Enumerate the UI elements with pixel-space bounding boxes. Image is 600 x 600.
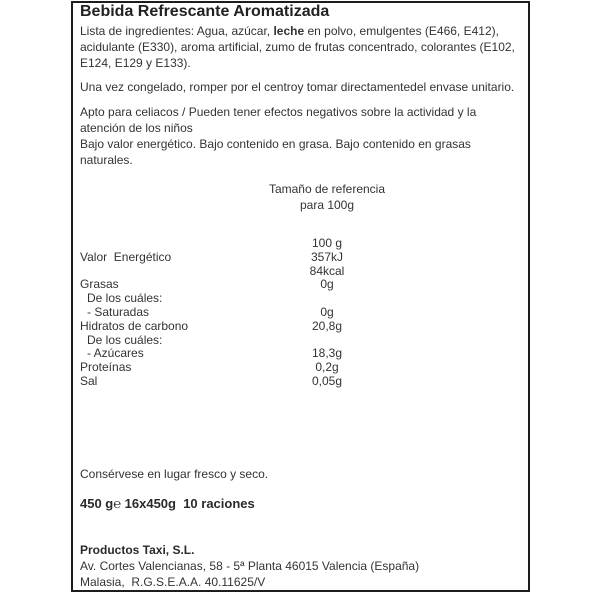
nutrient-value: 0,05g [311, 373, 343, 388]
nutrient-label: Valor Energético [80, 249, 172, 264]
net-weight-line: 450 g℮ 16x450g 10 raciones [80, 496, 255, 511]
nutrient-label: - Azúcares [87, 346, 144, 361]
product-title: Bebida Refrescante Aromatizada [80, 3, 330, 20]
nutrient-value: 0,2g [315, 360, 339, 375]
ingredients-paragraph [80, 23, 515, 71]
celiac-warning [80, 104, 476, 136]
manufacturer-name: Productos Taxi, S.L. [80, 543, 195, 557]
manufacturer-block [80, 542, 419, 590]
nutrient-value: 0g [320, 277, 334, 292]
celiac-warning-line-2: atención de los niños [80, 121, 193, 135]
nutrition-rows [80, 251, 522, 389]
nutrient-value: 84kcal [309, 263, 345, 278]
nutrition-row [80, 347, 522, 361]
manufacturer-address: Av. Cortes Valencianas, 58 - 5ª Planta 46015 Valencia (España) [80, 559, 420, 573]
nutrient-value: 20,8g [311, 318, 343, 333]
nutrition-table [80, 237, 522, 389]
nutrient-value: 18,3g [311, 346, 343, 361]
nutrient-label: Sal [80, 373, 98, 388]
nutrition-claims-line-1: Bajo valor energético. Bajo contenido en grasa. Bajo contenido en grasas [80, 137, 471, 151]
ingredients-text-before: Lista de ingredientes: Agua, azúcar, [80, 24, 274, 38]
nutrient-label: De los cuáles: [87, 332, 163, 347]
nutrition-row [80, 334, 522, 348]
nutrition-row [80, 251, 522, 265]
nutrient-value: 357kJ [310, 249, 344, 264]
ingredients-line-3: E124, E129 y E133). [80, 56, 191, 70]
manufacturer-registry: Malasia, R.G.S.E.A.A. 40.11625/V [80, 575, 266, 589]
celiac-warning-line-1: Apto para celiacos / Pueden tener efectos negativos sobre la actividad y la [80, 105, 477, 119]
nutrition-row [80, 375, 522, 389]
nutrition-claims [80, 136, 471, 168]
nutrient-label: - Saturadas [87, 304, 150, 319]
nutrient-value: 0g [320, 304, 334, 319]
ingredients-bold-word: leche [273, 24, 305, 38]
nutrient-label: Grasas [80, 277, 119, 292]
nutrition-row [80, 320, 522, 334]
nutrition-claims-line-2: naturales. [80, 153, 133, 167]
reference-size-line-2: para 100g [299, 198, 355, 212]
ingredients-line-1 [80, 23, 515, 39]
nutrition-row [80, 361, 522, 375]
nutrition-row [80, 265, 522, 279]
nutrient-label: Hidratos de carbono [80, 318, 189, 333]
ingredients-line-2: acidulante (E330), aroma artificial, zumo de frutas concentrado, colorantes (E102, [80, 40, 515, 54]
nutrition-row [80, 278, 522, 292]
reference-size-header [227, 181, 427, 213]
nutrition-row [80, 306, 522, 320]
freezing-instructions: Una vez congelado, romper por el centroy tomar directamentedel envase unitario. [80, 80, 515, 94]
ingredients-text-after: en polvo, emulgentes (E466, E412), [304, 24, 499, 38]
nutrition-column-header: 100 g [311, 236, 343, 250]
storage-instructions: Consérvese en lugar fresco y seco. [80, 467, 269, 481]
nutrition-row [80, 292, 522, 306]
nutrient-label: De los cuáles: [87, 291, 163, 306]
reference-size-line-1: Tamaño de referencia [268, 182, 386, 196]
nutrient-label: Proteínas [80, 360, 132, 375]
nutrition-column-header-row [80, 237, 522, 251]
